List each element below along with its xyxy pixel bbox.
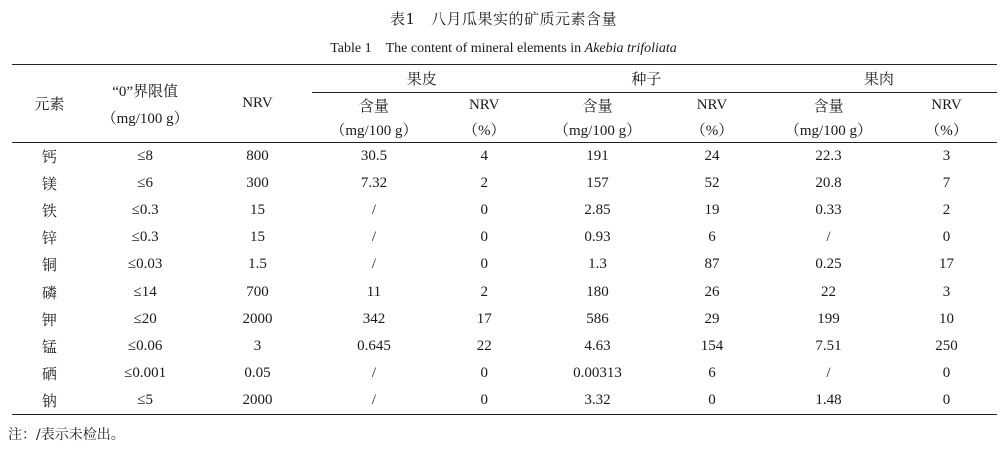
cell-peel-nrv: 2 — [480, 283, 488, 300]
cell-pulp-nrv: 3 — [942, 283, 951, 300]
cell-limit: ≤20 — [133, 310, 157, 327]
cell-element: 铜 — [41, 256, 57, 275]
cell-seed-nrv: 0 — [708, 391, 716, 408]
cell-seed-content: 157 — [586, 175, 609, 192]
header-seed-nrv: NRV — [696, 96, 728, 113]
cell-peel-nrv: 0 — [480, 202, 488, 219]
cell-nrv: 15 — [249, 229, 265, 246]
header-seed-nrv-unit: （%） — [690, 123, 734, 139]
header-nrv: NRV — [203, 65, 311, 143]
header-seed-content: 含量 — [582, 96, 613, 115]
header-pulp-nrv: NRV — [931, 96, 962, 113]
cell-peel-nrv: 0 — [480, 229, 488, 246]
table-footnote: 注：/表示未检出。 — [8, 427, 125, 443]
cell-pulp-content: 1.48 — [815, 391, 842, 408]
header-zero-limit-unit: （mg/100 g） — [101, 110, 189, 127]
cell-seed-content: 0.00313 — [573, 364, 622, 381]
cell-peel-content: 11 — [366, 283, 382, 300]
cell-nrv: 2000 — [242, 310, 273, 327]
table-row — [12, 170, 997, 197]
species-name: Akebia trifoliata — [584, 41, 677, 56]
cell-seed-content: 4.63 — [584, 337, 611, 354]
cell-peel-content: 342 — [362, 310, 386, 327]
table-row — [12, 197, 997, 224]
cell-pulp-content: 0.33 — [815, 202, 842, 219]
cell-element: 磷 — [41, 283, 57, 302]
cell-limit: ≤0.3 — [131, 229, 159, 246]
cell-pulp-nrv: 7 — [942, 175, 951, 192]
cell-pulp-content: 199 — [817, 310, 840, 327]
cell-pulp-content: / — [826, 364, 831, 381]
cell-seed-content: 1.3 — [588, 256, 607, 273]
cell-seed-nrv: 19 — [704, 202, 720, 219]
cell-nrv: 700 — [246, 283, 269, 300]
cell-seed-content: 586 — [586, 310, 609, 327]
cell-peel-content: 0.645 — [357, 337, 391, 354]
cell-pulp-content: 0.25 — [815, 256, 842, 273]
table-title-english-prefix: Table 1 The content of mineral elements in — [330, 41, 585, 56]
table-row — [12, 278, 997, 305]
cell-peel-content: / — [371, 229, 377, 246]
cell-pulp-content: 20.8 — [815, 175, 842, 192]
cell-peel-nrv: 2 — [480, 175, 488, 192]
cell-peel-nrv: 4 — [480, 148, 488, 165]
cell-peel-nrv: 17 — [476, 310, 492, 327]
cell-peel-content: 7.32 — [360, 175, 388, 192]
header-peel-nrv: NRV — [468, 96, 500, 113]
cell-seed-nrv: 87 — [704, 256, 720, 273]
cell-limit: ≤0.06 — [127, 337, 163, 354]
table-title-chinese: 表1 八月瓜果实的矿质元素含量 — [389, 10, 618, 28]
cell-peel-content: / — [371, 256, 377, 273]
cell-seed-content: 180 — [586, 283, 609, 300]
header-peel-content: 含量 — [358, 96, 389, 115]
cell-seed-nrv: 52 — [704, 175, 720, 192]
cell-peel-nrv: 22 — [476, 337, 492, 354]
table-body — [12, 143, 997, 415]
cell-peel-content: / — [371, 202, 377, 219]
table-row — [12, 306, 997, 333]
cell-seed-nrv: 154 — [700, 337, 724, 354]
cell-pulp-content: 22 — [820, 283, 836, 300]
cell-nrv: 2000 — [242, 391, 273, 408]
cell-element: 钾 — [41, 310, 57, 329]
cell-seed-nrv: 6 — [708, 229, 716, 246]
cell-peel-content: 30.5 — [360, 148, 388, 165]
table-row — [12, 360, 997, 387]
cell-pulp-content: / — [826, 229, 831, 246]
cell-element: 铁 — [41, 202, 57, 221]
header-zero-limit-line1: “0”界限值 — [112, 83, 179, 100]
table-row — [12, 387, 997, 415]
cell-peel-content: / — [371, 364, 377, 381]
cell-peel-content: / — [371, 391, 377, 408]
cell-seed-content: 0.93 — [584, 229, 611, 246]
cell-seed-nrv: 29 — [704, 310, 720, 327]
header-zero-limit — [87, 65, 203, 143]
cell-limit: ≤14 — [133, 283, 157, 300]
cell-seed-content: 191 — [586, 148, 609, 165]
table-row — [12, 333, 997, 360]
cell-limit: ≤0.03 — [127, 256, 163, 273]
cell-seed-nrv: 6 — [708, 364, 716, 381]
cell-pulp-content: 22.3 — [815, 148, 842, 165]
header-group-peel: 果皮 — [312, 65, 533, 93]
cell-nrv: 300 — [246, 175, 269, 192]
cell-pulp-nrv: 250 — [935, 337, 958, 354]
cell-nrv: 3 — [253, 337, 262, 354]
cell-nrv: 1.5 — [248, 256, 267, 273]
table-row — [12, 251, 997, 278]
cell-seed-content: 3.32 — [584, 391, 611, 408]
header-element: 元素 — [12, 65, 87, 143]
cell-seed-nrv: 26 — [704, 283, 720, 300]
header-group-pulp: 果肉 — [761, 65, 997, 93]
cell-element: 镁 — [41, 175, 57, 194]
cell-seed-content: 2.85 — [584, 202, 611, 219]
table-title-english — [0, 37, 1007, 57]
cell-pulp-nrv: 3 — [942, 148, 951, 165]
cell-element: 锰 — [41, 337, 57, 356]
table-row — [12, 224, 997, 251]
mineral-elements-table — [12, 64, 997, 415]
cell-peel-nrv: 0 — [480, 391, 488, 408]
cell-pulp-nrv: 2 — [942, 202, 951, 219]
cell-pulp-nrv: 0 — [942, 364, 951, 381]
header-peel-content-unit: （mg/100 g） — [330, 123, 418, 139]
header-peel-nrv-unit: （%） — [462, 123, 506, 139]
cell-nrv: 0.05 — [244, 364, 271, 381]
cell-pulp-nrv: 0 — [942, 229, 951, 246]
cell-element: 硒 — [41, 364, 57, 383]
cell-peel-nrv: 0 — [480, 256, 488, 273]
table-row — [12, 143, 997, 171]
cell-pulp-nrv: 0 — [942, 391, 951, 408]
cell-element: 钙 — [41, 148, 57, 167]
cell-limit: ≤6 — [137, 175, 153, 192]
cell-element: 钠 — [41, 391, 57, 410]
header-group-seed: 种子 — [532, 65, 761, 93]
cell-pulp-nrv: 17 — [939, 256, 955, 273]
cell-limit: ≤8 — [137, 148, 153, 165]
cell-limit: ≤0.3 — [131, 202, 159, 219]
cell-element: 锌 — [41, 229, 57, 248]
header-pulp-nrv-unit: （%） — [925, 123, 968, 139]
cell-pulp-nrv: 10 — [939, 310, 955, 327]
cell-nrv: 15 — [249, 202, 265, 219]
cell-peel-nrv: 0 — [480, 364, 488, 381]
header-seed-content-unit: （mg/100 g） — [554, 123, 642, 139]
header-pulp-content: 含量 — [813, 96, 844, 115]
cell-pulp-content: 7.51 — [815, 337, 842, 354]
cell-seed-nrv: 24 — [704, 148, 720, 165]
cell-limit: ≤5 — [137, 391, 153, 408]
cell-limit: ≤0.001 — [124, 364, 167, 381]
cell-nrv: 800 — [246, 148, 269, 165]
header-pulp-content-unit: （mg/100 g） — [784, 123, 872, 139]
